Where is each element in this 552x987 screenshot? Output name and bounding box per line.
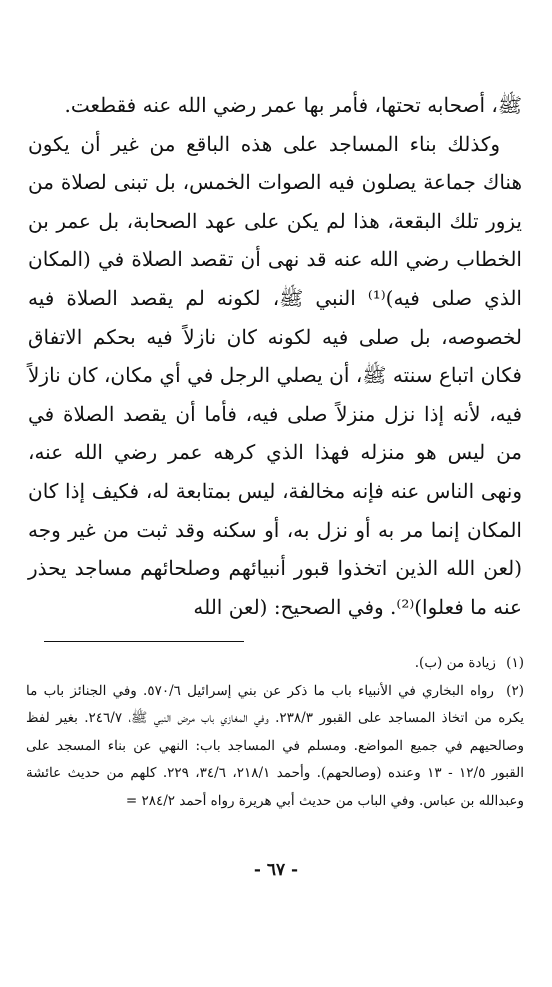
footnote-number: (٢)	[506, 682, 524, 699]
footnote-2	[26, 678, 524, 816]
paragraph: وكذلك بناء المساجد على هذه الباقع من غير أن يكون هناك جماعة يصلون فيه الصوات الخمس، بل تبنى لصلاة من يزور تلك البقعة، هذا لم يكن على عهد الصحابة، بل عمر بن الخطاب رضي الله عنه قد نهى أن تقصد الصلاة في (المكان الذي صلى فيه)⁽¹⁾ النبي ﷺ، لكونه لم يقصد الصلاة فيه لخصوصه، بل صلى فيه لكونه كان نازلاً فيه بحكم الاتفاق فكان اتباع سنته ﷺ، أن يصلي الرجل في أي مكان، كان نازلاً فيه، لأنه إذا نزل منزلاً صلى فيه، فأما أن يقصد الصلاة في من ليس هو منزله فهذا الذي كرهه عمر رضي الله عنه، ونهى الناس عنه فإنه مخالفة، ليس بمتابعة له، فكيف إذا كان المكان إنما مر به أو نزل به، أو سكنه وقد ثبت من غير وجه (لعن الله الذين اتخذوا قبور أنبيائهم وصلحائهم مساجد يحذر عنه ما فعلوا)⁽²⁾. وفي الصحيح: (لعن الله	[28, 131, 523, 619]
footnote-separator	[44, 641, 244, 642]
page-number: - ٦٧ -	[253, 860, 299, 880]
paragraph-continuation: ﷺ، أصحابه تحتها، فأمر بها عمر رضي الله عنه فقطعت.	[64, 93, 522, 117]
footnotes	[26, 650, 524, 815]
footnote-number: (١)	[506, 655, 524, 671]
footnote-text: رواه البخاري في الأنبياء باب ما ذكر عن بني إسرائيل ٥٧٠/٦. وفي الجنائز باب ما يكره من اتخاذ المساجد على القبور ٢٣٨/٣. وفي المغازي باب مرض النبي ﷺ، ٢٤٦/٧. بغير لفظ وصالحيهم في جميع المواضع. ومسلم في المساجد باب: النهي عن بناء المسجد على القبور ١٢/٥ - ١٣ وعنده (وصالحهم). وأحمد ٢١٨/١، ٣٤/٦، ٢٢٩. كلهم من حديث عائشة وعبدالله بن عباس. وفي الباب من حديث أبي هريرة رواه أحمد ٢٨٤/٢ =	[26, 682, 524, 809]
footnote-1	[26, 650, 524, 678]
footnote-text: زيادة من (ب).	[414, 655, 496, 671]
main-text	[28, 86, 522, 626]
